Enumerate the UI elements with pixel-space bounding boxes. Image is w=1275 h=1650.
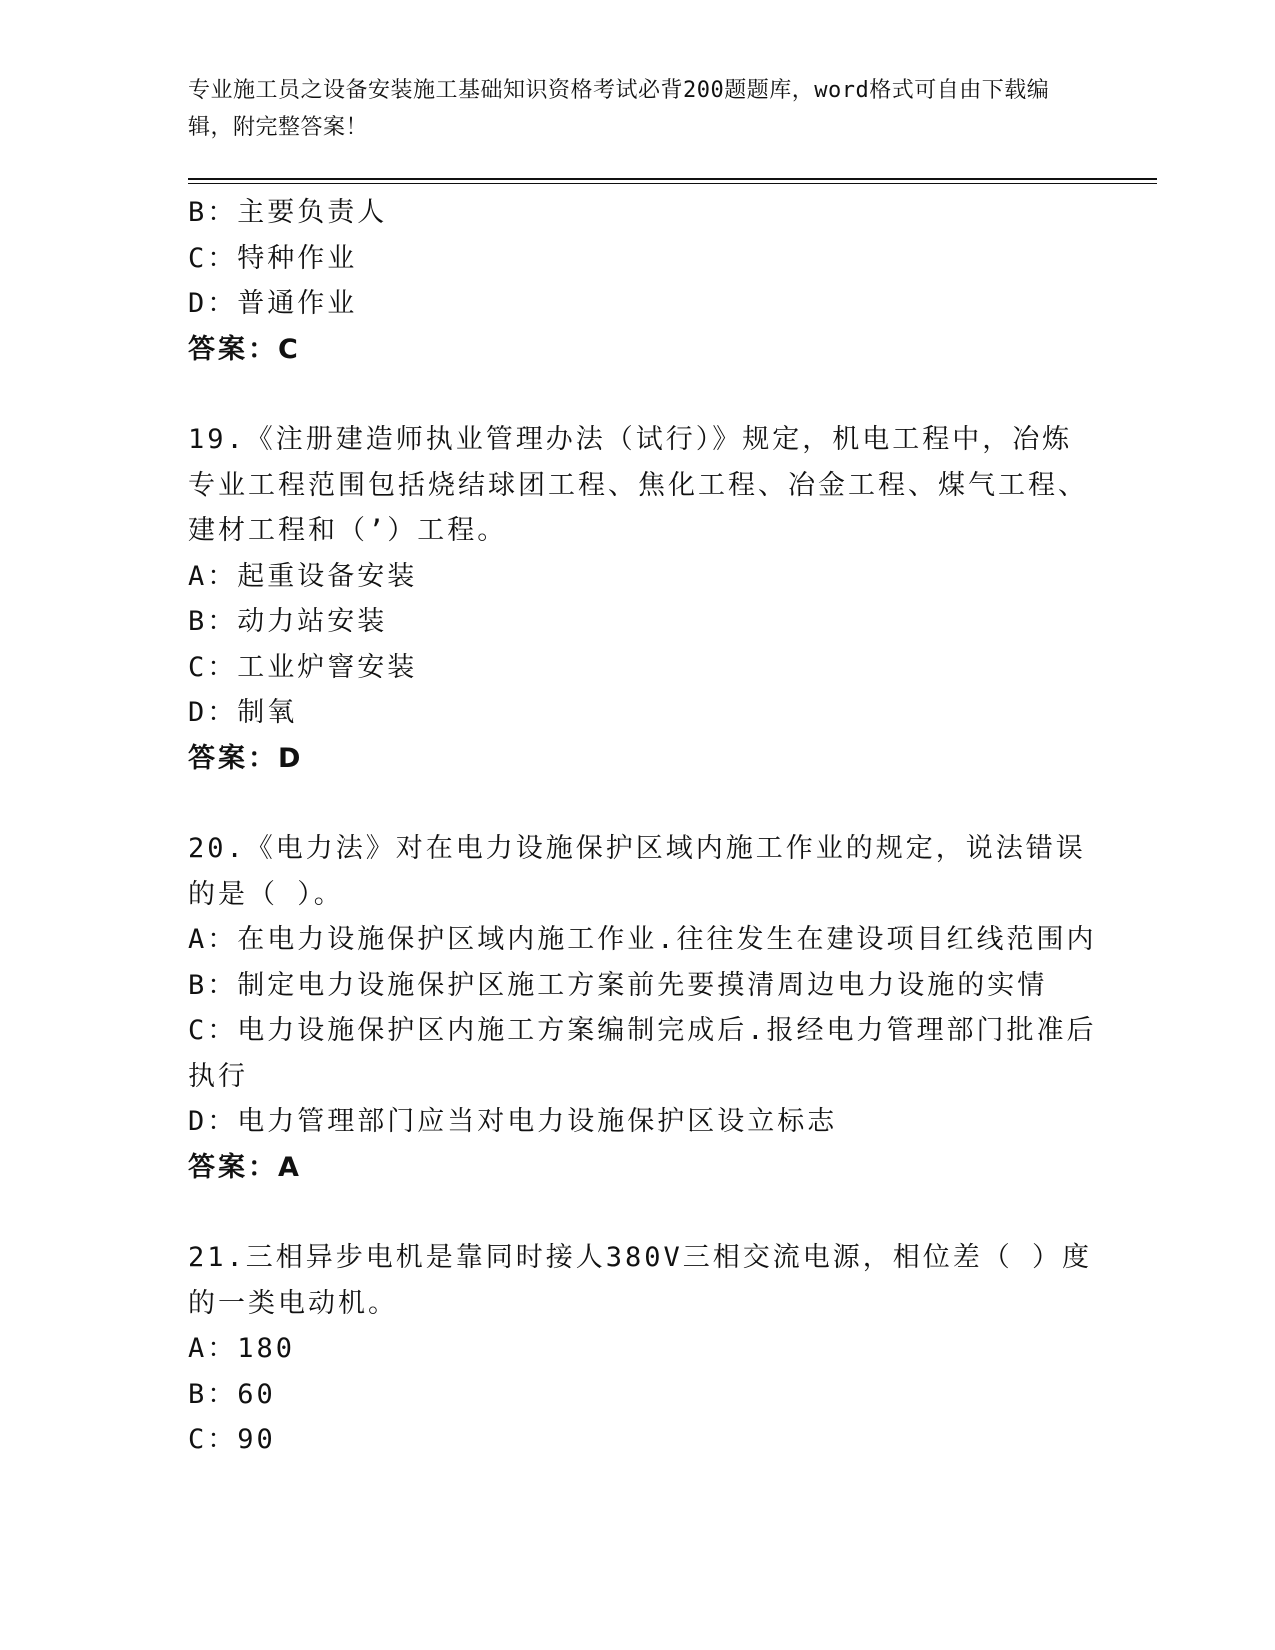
answer-line: 答案：C [188,333,301,365]
spacer [188,1190,1098,1235]
document-title: 专业施工员之设备安装施工基础知识资格考试必背200题题库，word格式可自由下载编辑，附完整答案！ [188,78,1050,140]
option-a: A：在电力设施保护区域内施工作业.往往发生在建设项目红线范围内 [188,924,1097,955]
option-d: D：制氧 [188,697,298,728]
question-block-18 [188,190,1098,372]
option-b: B：动力站安装 [188,606,388,637]
question-stem: 21.三相异步电机是靠同时接人380V三相交流电源，相位差（ ）度的一类电动机。 [188,1242,1093,1319]
question-block-20 [188,826,1098,1190]
option-d: D：普通作业 [188,288,358,319]
option-a: A：起重设备安装 [188,560,418,592]
answer-line: 答案：A [188,1151,302,1183]
header-divider-thin [188,183,1157,184]
option-c: C：工业炉窨安装 [188,651,418,683]
option-b: B：制定电力设施保护区施工方案前先要摸清周边电力设施的实情 [188,969,1048,1001]
question-stem: 20.《电力法》对在电力设施保护区域内施工作业的规定，说法错误的是（ ）。 [188,833,1086,910]
option-c: C：电力设施保护区内施工方案编制完成后.报经电力管理部门批准后执行 [188,1015,1097,1092]
document-header [188,72,1088,146]
question-stem: 19.《注册建造师执业管理办法（试行）》规定，机电工程中，冶炼专业工程范围包括烧结球团工程、焦化工程、冶金工程、煤气工程、建材工程和（’）工程。 [188,424,1088,546]
option-b: B：主要负责人 [188,197,388,228]
answer-line: 答案：D [188,742,304,774]
option-a: A：180 [188,1333,296,1364]
option-c: C：特种作业 [188,242,358,274]
header-divider [188,178,1157,180]
spacer [188,781,1098,826]
option-d: D：电力管理部门应当对电力设施保护区设立标志 [188,1106,838,1137]
spacer [188,372,1098,417]
option-b: B：60 [188,1378,276,1410]
option-c: C：90 [188,1424,276,1455]
question-block-19 [188,417,1098,781]
question-list [188,190,1098,1463]
question-block-21 [188,1235,1098,1463]
